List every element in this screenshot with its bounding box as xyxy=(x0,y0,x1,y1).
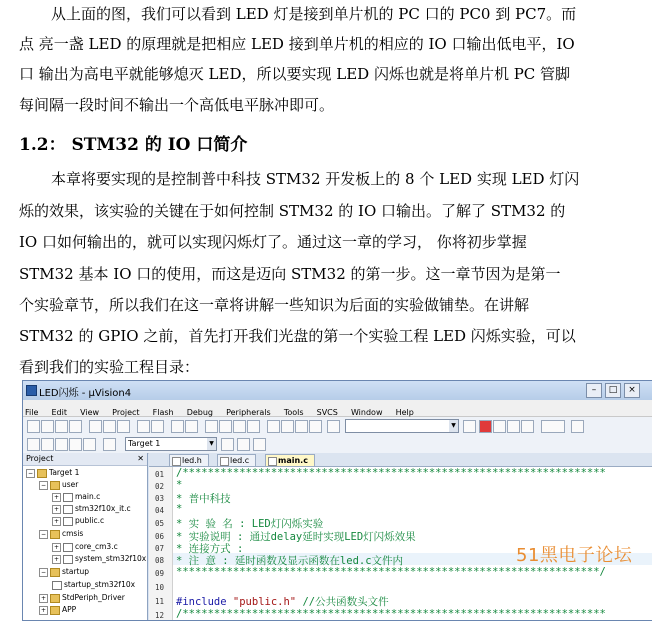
expand-icon[interactable]: + xyxy=(40,606,47,614)
tab-led-h[interactable]: led.h xyxy=(169,454,209,466)
code-line[interactable]: * xyxy=(176,503,183,515)
maximize-icon[interactable]: □ xyxy=(605,383,621,398)
ide-menubar xyxy=(23,400,652,417)
expand-icon[interactable]: + xyxy=(53,543,60,551)
code-line-include[interactable] xyxy=(176,594,389,609)
uncomment-icon[interactable] xyxy=(309,420,322,433)
para1-line-1: 从上面的图，我们可以看到 LED 灯是接到单片机的 PC 口的 PC0 到 PC7。而 xyxy=(51,5,577,23)
c-file-icon xyxy=(63,517,73,526)
close-icon[interactable]: × xyxy=(624,383,640,398)
ide-window-title: LED闪烁 - μVision4 xyxy=(39,388,132,399)
bookmark-next-icon[interactable] xyxy=(233,420,246,433)
para2-line-6: STM32 的 GPIO 之前，首先打开我们光盘的第一个实验工程 LED 闪烁实验，可以 xyxy=(19,327,576,345)
c-file-icon xyxy=(63,493,73,502)
comment-icon[interactable] xyxy=(295,420,308,433)
folder-icon xyxy=(50,606,60,615)
h-file-icon xyxy=(172,457,181,466)
code-line[interactable]: * 实 验 名 : LED灯闪烁实验 xyxy=(176,518,324,530)
ide-screenshot xyxy=(22,380,652,621)
app-icon xyxy=(26,385,37,396)
menu-edit[interactable]: Edit xyxy=(51,408,67,417)
find-icon[interactable] xyxy=(463,420,476,433)
redo-icon[interactable] xyxy=(151,420,164,433)
build-icon[interactable] xyxy=(41,438,54,451)
c-file-icon xyxy=(220,457,229,466)
tab-main-c[interactable]: main.c xyxy=(265,454,315,466)
tree-item-startup-stm32f10x[interactable]: startup_stm32f10x xyxy=(52,580,135,590)
tree-item-target[interactable]: − Target 1 xyxy=(27,468,80,477)
asm-file-icon xyxy=(52,581,62,590)
menu-peripherals[interactable]: Peripherals xyxy=(226,408,271,417)
collapse-icon[interactable]: − xyxy=(40,530,47,538)
find-in-files-icon[interactable] xyxy=(327,420,340,433)
line-number: 03 xyxy=(155,494,165,503)
manage-components-icon[interactable] xyxy=(253,438,266,451)
watermark-text: 51黑电子论坛 xyxy=(516,545,633,566)
expand-icon[interactable]: + xyxy=(53,555,60,563)
code-line[interactable]: * 实验说明 : 通过delay延时实现LED灯闪烁效果 xyxy=(176,531,416,543)
line-number: 05 xyxy=(155,519,165,528)
para2-line-5: 个实验章节，所以我们在这一章将讲解一些知识为后面的实验做铺垫。在讲解 xyxy=(19,296,530,314)
target-options-icon[interactable] xyxy=(221,438,234,451)
menu-svcs[interactable]: SVCS xyxy=(316,408,338,417)
tab-led-c[interactable]: led.c xyxy=(217,454,256,466)
expand-icon[interactable]: + xyxy=(53,505,60,513)
menu-project[interactable]: Project xyxy=(112,408,140,417)
tree-item-system-stm32f10x[interactable]: + system_stm32f10x xyxy=(53,554,147,563)
para2-line-1: 本章将要实现的是控制普中科技 STM32 开发板上的 8 个 LED 实现 LED 灯闪 xyxy=(51,170,580,188)
para2-line-2: 烁的效果，该实验的关键在于如何控制 STM32 的 IO 口输出。了解了 STM32 的 xyxy=(19,202,566,220)
breakpoint-kill-icon[interactable] xyxy=(521,420,534,433)
line-number: 04 xyxy=(155,506,165,515)
bookmark-icon[interactable] xyxy=(205,420,218,433)
c-file-icon xyxy=(63,543,73,552)
para1-line-4: 每间隔一段时间不输出一个高低电平脉冲即可。 xyxy=(19,96,335,114)
c-file-icon xyxy=(268,457,277,466)
bookmark-prev-icon[interactable] xyxy=(219,420,232,433)
indent-icon[interactable] xyxy=(267,420,280,433)
new-file-icon[interactable] xyxy=(27,420,40,433)
tree-item-app[interactable]: + APP xyxy=(40,605,77,614)
tree-item-startup[interactable]: − startup xyxy=(40,567,89,576)
tree-item-stdperiph-driver[interactable]: + StdPeriph_Driver xyxy=(40,593,125,602)
ide-toolbar-2 xyxy=(23,435,652,454)
code-line[interactable]: /******************************************************************* xyxy=(176,608,606,620)
menu-help[interactable]: Help xyxy=(395,408,414,417)
translate-icon[interactable] xyxy=(27,438,40,451)
find-dropdown[interactable] xyxy=(345,419,459,433)
para2-line-7: 看到我们的实验工程目录： xyxy=(19,358,200,376)
tree-item-stm32f10x-it-c[interactable]: + stm32f10x_it.c xyxy=(53,504,131,513)
target-select-value: Target 1 xyxy=(128,439,161,448)
tree-item-core-cm3-c[interactable]: + core_cm3.c xyxy=(53,542,118,551)
forward-icon[interactable] xyxy=(185,420,198,433)
save-all-icon[interactable] xyxy=(69,420,82,433)
breakpoint-icon[interactable] xyxy=(479,420,492,433)
menu-view[interactable]: View xyxy=(80,408,100,417)
code-line[interactable]: /******************************************************************* xyxy=(176,467,606,479)
c-file-icon xyxy=(63,505,73,514)
folder-icon xyxy=(50,568,60,577)
collapse-icon[interactable]: − xyxy=(27,469,34,477)
code-line[interactable]: *******************************************************************/ xyxy=(176,566,606,578)
cut-icon[interactable] xyxy=(89,420,102,433)
line-number: 06 xyxy=(155,532,165,541)
target-select[interactable] xyxy=(125,437,217,451)
line-number: 02 xyxy=(155,482,165,491)
paste-icon[interactable] xyxy=(117,420,130,433)
line-number: 10 xyxy=(155,583,165,592)
breakpoint-disable-icon[interactable] xyxy=(507,420,520,433)
copy-icon[interactable] xyxy=(103,420,116,433)
window-layout-icon[interactable] xyxy=(541,420,565,433)
code-include-comment: //公共函数头文件 xyxy=(302,596,389,608)
menu-file[interactable]: File xyxy=(25,408,39,417)
bookmark-clear-icon[interactable] xyxy=(247,420,260,433)
chevron-down-icon: ▼ xyxy=(207,438,216,450)
para2-line-3: IO 口如何输出的，就可以实现闪烁灯了。通过这一章的学习， 你将初步掌握 xyxy=(19,233,527,251)
tree-item-main-c[interactable]: + main.c xyxy=(53,492,101,501)
batch-build-icon[interactable] xyxy=(69,438,82,451)
editor-tabs xyxy=(149,453,652,467)
project-pane xyxy=(23,453,148,620)
menu-window[interactable]: Window xyxy=(350,408,383,417)
collapse-icon[interactable]: − xyxy=(40,481,47,489)
breakpoint-enable-icon[interactable] xyxy=(493,420,506,433)
section-heading: 1.2： STM32 的 IO 口简介 xyxy=(19,135,248,155)
para1-line-2: 点 亮一盏 LED 的原理就是把相应 LED 接到单片机的相应的 IO 口输出低电平，IO xyxy=(19,35,575,53)
stop-build-icon[interactable] xyxy=(83,438,96,451)
collapse-icon[interactable]: − xyxy=(40,568,47,576)
line-number: 09 xyxy=(155,569,165,578)
folder-icon xyxy=(37,469,47,478)
code-line[interactable]: * xyxy=(176,479,183,491)
code-line[interactable]: * 普中科技 xyxy=(176,493,231,505)
menu-tools[interactable]: Tools xyxy=(283,408,304,417)
expand-icon[interactable]: + xyxy=(53,517,60,525)
c-file-icon xyxy=(63,555,73,564)
menu-flash[interactable]: Flash xyxy=(152,408,174,417)
code-line[interactable]: * 注 意 : 延时函数及显示函数在led.c文件内 xyxy=(176,555,404,567)
code-include-string: "public.h" xyxy=(232,596,297,608)
menu-debug[interactable]: Debug xyxy=(186,408,213,417)
config-icon[interactable] xyxy=(571,420,584,433)
folder-icon xyxy=(50,530,60,539)
tree-item-cmsis[interactable]: − cmsis xyxy=(40,529,84,538)
project-pane-header xyxy=(23,453,147,466)
project-pane-title: Project xyxy=(26,454,54,463)
ide-toolbar-1 xyxy=(23,417,652,436)
back-icon[interactable] xyxy=(171,420,184,433)
line-number-gutter xyxy=(149,467,173,620)
code-line[interactable]: * 连接方式 : xyxy=(176,543,244,555)
download-icon[interactable] xyxy=(103,438,116,451)
line-number: 08 xyxy=(155,556,165,565)
unindent-icon[interactable] xyxy=(281,420,294,433)
tree-item-user[interactable]: − user xyxy=(40,480,79,489)
line-number: 12 xyxy=(155,611,165,620)
minimize-icon[interactable]: – xyxy=(586,383,602,398)
save-icon[interactable] xyxy=(55,420,68,433)
file-extensions-icon[interactable] xyxy=(237,438,250,451)
code-include-keyword: #include xyxy=(176,596,227,608)
expand-icon[interactable]: + xyxy=(53,493,60,501)
para2-line-4: STM32 基本 IO 口的使用，而这是迈向 STM32 的第一步。这一章节因为是第一 xyxy=(19,265,561,283)
code-editor xyxy=(149,453,652,620)
rebuild-icon[interactable] xyxy=(55,438,68,451)
expand-icon[interactable]: + xyxy=(40,594,47,602)
undo-icon[interactable] xyxy=(137,420,150,433)
line-number: 07 xyxy=(155,544,165,553)
para1-line-3: 口 输出为高电平就能够熄灭 LED，所以要实现 LED 闪烁也就是将单片机 PC 管脚 xyxy=(19,65,571,83)
pin-icon[interactable]: ✕ xyxy=(137,454,144,463)
folder-icon xyxy=(50,594,60,603)
chevron-down-icon: ▼ xyxy=(449,420,458,432)
folder-icon xyxy=(50,481,60,490)
tree-item-public-c[interactable]: + public.c xyxy=(53,516,105,525)
line-number: 11 xyxy=(155,597,165,606)
open-file-icon[interactable] xyxy=(41,420,54,433)
line-number: 01 xyxy=(155,470,165,479)
ide-titlebar xyxy=(23,381,652,400)
